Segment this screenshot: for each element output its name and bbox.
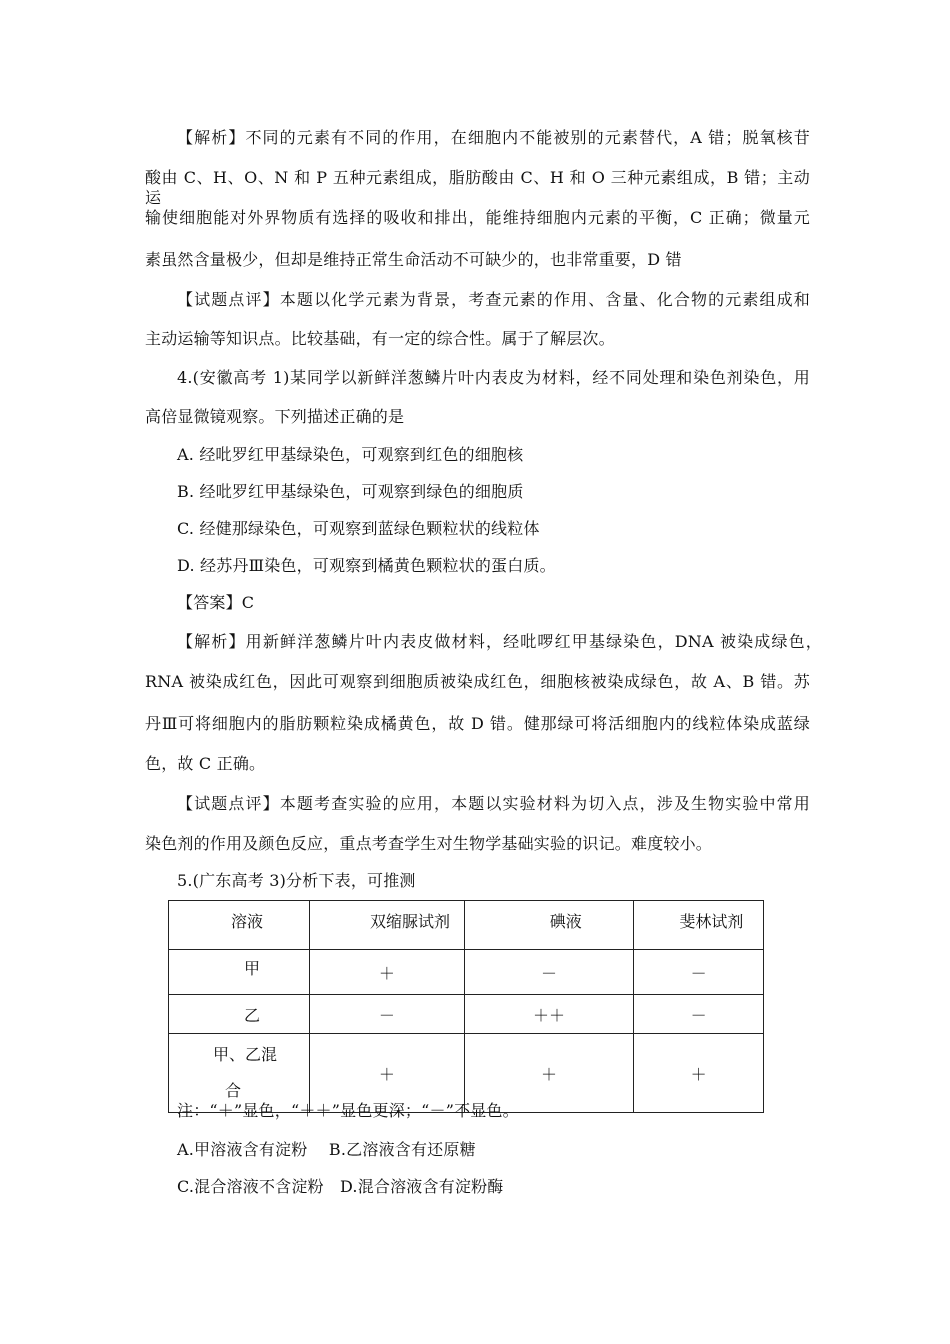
table-row xyxy=(169,995,764,1034)
table-cell: 乙 xyxy=(169,995,310,1034)
q4-stem-line-2: 高倍显微镜观察。下列描述正确的是 xyxy=(145,407,405,426)
table-cell: ＋ xyxy=(634,1034,764,1113)
results-table xyxy=(168,900,764,1113)
q4-comment-line-2: 染色剂的作用及颜色反应，重点考查学生对生物学基础实验的识记。难度较小。 xyxy=(145,834,713,853)
q4-option-a: A. 经吡罗红甲基绿染色，可观察到红色的细胞核 xyxy=(177,445,524,464)
q4-analysis-line-3: 丹Ⅲ可将细胞内的脂肪颗粒染成橘黄色，故 D 错。健那绿可将活细胞内的线粒体染成蓝绿 xyxy=(145,714,810,733)
q4-option-d: D. 经苏丹Ⅲ染色，可观察到橘黄色颗粒状的蛋白质。 xyxy=(177,556,556,575)
q3-analysis-line-4: 素虽然含量极少，但却是维持正常生命活动不可缺少的，也非常重要，D 错 xyxy=(145,250,682,269)
q4-answer: 【答案】C xyxy=(177,593,255,612)
q3-comment-line-2: 主动运输等知识点。比较基础，有一定的综合性。属于了解层次。 xyxy=(145,329,615,348)
table-cell: ＋ xyxy=(309,950,464,995)
q5-options-line-1: A.甲溶液含有淀粉 B.乙溶液含有还原糖 xyxy=(177,1140,476,1159)
mixed-label-line-1: 甲、乙混 xyxy=(213,1045,278,1064)
table-cell: ＋ xyxy=(464,1034,634,1113)
table-header-cell: 斐林试剂 xyxy=(634,901,764,950)
table-cell: ＋＋ xyxy=(464,995,634,1034)
table-row xyxy=(169,950,764,995)
table-header-cell: 溶液 xyxy=(169,901,310,950)
q4-analysis-line-2: RNA 被染成红色，因此可观察到细胞质被染成红色，细胞核被染成绿色，故 A、B 错。苏 xyxy=(145,672,810,691)
table-cell: － xyxy=(309,995,464,1034)
q4-comment-line-1: 【试题点评】本题考查实验的应用，本题以实验材料为切入点，涉及生物实验中常用 xyxy=(177,794,810,813)
table-header-cell: 碘液 xyxy=(464,901,634,950)
table-cell: － xyxy=(634,995,764,1034)
q5-options-line-2: C.混合溶液不含淀粉 D.混合溶液含有淀粉酶 xyxy=(177,1177,504,1196)
table-header-cell: 双缩脲试剂 xyxy=(309,901,464,950)
q4-option-b: B. 经吡罗红甲基绿染色，可观察到绿色的细胞质 xyxy=(177,482,524,501)
mixed-label-line-2: 合 xyxy=(225,1081,242,1100)
q3-analysis-line-3: 输使细胞能对外界物质有选择的吸收和排出，能维持细胞内元素的平衡，C 正确；微量元 xyxy=(145,208,810,227)
table-cell: － xyxy=(464,950,634,995)
q5-stem: 5.(广东高考 3)分析下表，可推测 xyxy=(177,871,416,890)
table-cell: － xyxy=(634,950,764,995)
q3-analysis-line-1: 【解析】不同的元素有不同的作用，在细胞内不能被别的元素替代，A 错；脱氧核苷 xyxy=(177,128,810,147)
q4-stem-line-1: 4.(安徽高考 1)某同学以新鲜洋葱鳞片叶内表皮为材料，经不同处理和染色剂染色，用 xyxy=(177,368,810,387)
q3-analysis-line-2: 酸由 C、H、O、N 和 P 五种元素组成，脂肪酸由 C、H 和 O 三种元素组成，B 错；主动运 xyxy=(145,168,810,207)
q4-option-c: C. 经健那绿染色，可观察到蓝绿色颗粒状的线粒体 xyxy=(177,519,540,538)
q4-analysis-line-1: 【解析】用新鲜洋葱鳞片叶内表皮做材料，经吡啰红甲基绿染色，DNA 被染成绿色， xyxy=(177,632,822,651)
q4-analysis-line-4: 色，故 C 正确。 xyxy=(145,754,266,773)
table-cell: ＋ xyxy=(309,1034,464,1113)
table-note: 注：“＋”显色，“＋＋”显色更深；“－”不显色。 xyxy=(177,1101,519,1120)
table-header-row xyxy=(169,901,764,950)
table-cell: 甲 xyxy=(169,950,310,995)
q3-comment-line-1: 【试题点评】本题以化学元素为背景，考查元素的作用、含量、化合物的元素组成和 xyxy=(177,290,810,309)
